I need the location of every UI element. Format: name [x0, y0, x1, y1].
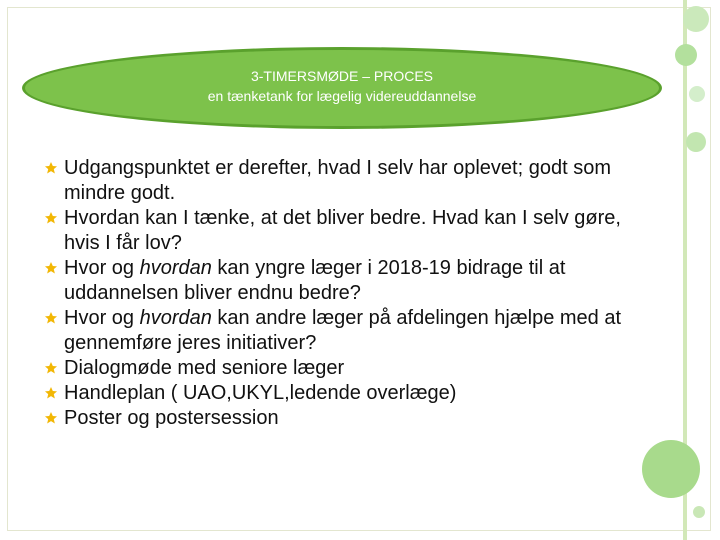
slide-title: 3-TIMERSMØDE – PROCES — [250, 68, 434, 84]
list-item — [44, 381, 644, 406]
bullet-text: Udgangspunktet er derefter, hvad I selv har oplevet; godt som mindre godt. — [64, 157, 611, 204]
bullet-list — [44, 156, 644, 431]
star-icon — [44, 386, 58, 400]
bullet-text: kan yngre læger i 2018-19 bidrage til at uddannelsen bliver endnu bedre? — [64, 257, 566, 304]
list-item — [44, 156, 644, 206]
bullet-emphasis: hvordan — [139, 307, 212, 329]
star-icon — [44, 361, 58, 375]
list-item — [44, 206, 644, 256]
list-item — [44, 406, 644, 431]
star-icon — [44, 311, 58, 325]
star-icon — [44, 211, 58, 225]
title-banner — [22, 47, 662, 129]
bullet-emphasis: hvordan — [139, 257, 212, 279]
decorative-circle — [693, 506, 705, 518]
bullet-text: Hvor og — [64, 307, 140, 329]
decorative-circle — [683, 6, 709, 32]
decorative-circle — [675, 44, 697, 66]
star-icon — [44, 161, 58, 175]
star-icon — [44, 411, 58, 425]
decorative-circle — [686, 132, 706, 152]
bullet-text: Handleplan ( UAO,UKYL,ledende overlæge) — [64, 382, 457, 404]
bullet-text: Dialogmøde med seniore læger — [64, 357, 345, 379]
decorative-circle-large — [642, 440, 700, 498]
star-icon — [44, 261, 58, 275]
decorative-circle — [689, 86, 705, 102]
bullet-text: Poster og postersession — [64, 407, 279, 429]
bullet-text: Hvor og — [64, 257, 140, 279]
bullet-text: Hvordan kan I tænke, at det bliver bedre. Hvad kan I selv gøre, hvis I får lov? — [64, 207, 621, 254]
list-item — [44, 356, 644, 381]
list-item — [44, 306, 644, 356]
bullet-text: kan andre læger på afdelingen hjælpe med at gennemføre jeres initiativer? — [64, 307, 622, 354]
list-item — [44, 256, 644, 306]
slide-subtitle: en tænketank for lægelig videreuddannelse — [207, 88, 477, 104]
